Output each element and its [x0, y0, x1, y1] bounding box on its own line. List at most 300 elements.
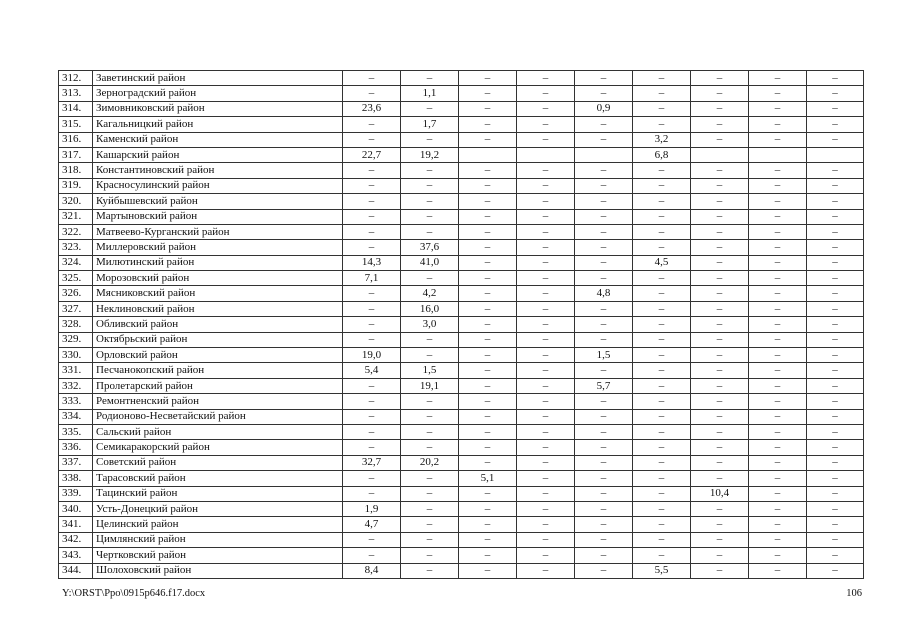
value-cell: –: [807, 117, 864, 132]
value-cell: –: [575, 317, 633, 332]
value-cell: –: [807, 563, 864, 578]
value-cell: –: [749, 424, 807, 439]
value-cell: –: [575, 132, 633, 147]
value-cell: –: [633, 101, 691, 116]
value-cell: –: [575, 440, 633, 455]
value-cell: –: [633, 178, 691, 193]
value-cell: –: [517, 532, 575, 547]
value-cell: 1,5: [575, 348, 633, 363]
value-cell: –: [749, 209, 807, 224]
value-cell: 20,2: [401, 455, 459, 470]
table-row: [59, 178, 864, 193]
value-cell: –: [401, 424, 459, 439]
value-cell: –: [459, 455, 517, 470]
value-cell: 4,2: [401, 286, 459, 301]
value-cell: –: [459, 501, 517, 516]
district-name: Мартыновский район: [93, 209, 343, 224]
value-cell: 1,1: [401, 86, 459, 101]
table-row: [59, 363, 864, 378]
value-cell: –: [633, 271, 691, 286]
value-cell: –: [807, 394, 864, 409]
value-cell: –: [691, 563, 749, 578]
value-cell: –: [459, 271, 517, 286]
value-cell: –: [807, 486, 864, 501]
value-cell: –: [749, 132, 807, 147]
value-cell: –: [401, 548, 459, 563]
value-cell: [575, 147, 633, 162]
value-cell: –: [517, 440, 575, 455]
district-name: Зимовниковский район: [93, 101, 343, 116]
table-row: [59, 440, 864, 455]
value-cell: –: [517, 224, 575, 239]
value-cell: –: [575, 563, 633, 578]
value-cell: –: [575, 394, 633, 409]
value-cell: –: [807, 286, 864, 301]
value-cell: –: [401, 271, 459, 286]
value-cell: –: [401, 532, 459, 547]
value-cell: –: [749, 501, 807, 516]
table-row: [59, 286, 864, 301]
value-cell: –: [749, 317, 807, 332]
district-name: Родионово-Несветайский район: [93, 409, 343, 424]
value-cell: –: [749, 548, 807, 563]
district-name: Ремонтненский район: [93, 394, 343, 409]
value-cell: 6,8: [633, 147, 691, 162]
value-cell: –: [575, 86, 633, 101]
value-cell: –: [691, 548, 749, 563]
row-number: 341.: [59, 517, 93, 532]
value-cell: –: [749, 117, 807, 132]
value-cell: –: [691, 363, 749, 378]
row-number: 327.: [59, 301, 93, 316]
value-cell: –: [691, 517, 749, 532]
value-cell: –: [517, 517, 575, 532]
row-number: 317.: [59, 147, 93, 162]
value-cell: –: [343, 486, 401, 501]
value-cell: [517, 147, 575, 162]
value-cell: –: [691, 455, 749, 470]
value-cell: 3,0: [401, 317, 459, 332]
value-cell: –: [517, 332, 575, 347]
value-cell: –: [633, 363, 691, 378]
value-cell: –: [633, 286, 691, 301]
value-cell: 22,7: [343, 147, 401, 162]
value-cell: –: [459, 286, 517, 301]
district-name: Миллеровский район: [93, 240, 343, 255]
value-cell: –: [691, 501, 749, 516]
value-cell: –: [517, 178, 575, 193]
table-row: [59, 455, 864, 470]
row-number: 322.: [59, 224, 93, 239]
value-cell: –: [343, 301, 401, 316]
value-cell: 1,5: [401, 363, 459, 378]
value-cell: –: [633, 348, 691, 363]
district-name: Тацинский район: [93, 486, 343, 501]
value-cell: –: [807, 409, 864, 424]
table-row: [59, 532, 864, 547]
value-cell: –: [749, 517, 807, 532]
value-cell: –: [633, 471, 691, 486]
value-cell: –: [343, 286, 401, 301]
district-name: Орловский район: [93, 348, 343, 363]
value-cell: –: [459, 194, 517, 209]
value-cell: –: [749, 563, 807, 578]
value-cell: –: [691, 286, 749, 301]
value-cell: –: [459, 101, 517, 116]
value-cell: –: [691, 71, 749, 86]
table-row: [59, 563, 864, 578]
value-cell: –: [691, 255, 749, 270]
value-cell: 3,2: [633, 132, 691, 147]
value-cell: 14,3: [343, 255, 401, 270]
value-cell: –: [517, 255, 575, 270]
value-cell: –: [749, 348, 807, 363]
value-cell: –: [807, 255, 864, 270]
value-cell: –: [343, 194, 401, 209]
value-cell: –: [575, 409, 633, 424]
value-cell: –: [807, 440, 864, 455]
value-cell: –: [517, 117, 575, 132]
district-name: Неклиновский район: [93, 301, 343, 316]
row-number: 326.: [59, 286, 93, 301]
value-cell: –: [343, 117, 401, 132]
district-name: Шолоховский район: [93, 563, 343, 578]
district-name: Матвеево-Курганский район: [93, 224, 343, 239]
value-cell: –: [459, 363, 517, 378]
value-cell: –: [459, 394, 517, 409]
value-cell: –: [459, 71, 517, 86]
value-cell: –: [459, 486, 517, 501]
value-cell: –: [343, 409, 401, 424]
value-cell: –: [575, 209, 633, 224]
value-cell: –: [691, 471, 749, 486]
value-cell: –: [807, 240, 864, 255]
table-row: [59, 209, 864, 224]
district-name: Октябрьский район: [93, 332, 343, 347]
value-cell: –: [633, 240, 691, 255]
value-cell: –: [401, 563, 459, 578]
value-cell: –: [343, 471, 401, 486]
row-number: 340.: [59, 501, 93, 516]
value-cell: –: [517, 301, 575, 316]
value-cell: –: [807, 532, 864, 547]
row-number: 330.: [59, 348, 93, 363]
value-cell: –: [401, 194, 459, 209]
value-cell: –: [691, 301, 749, 316]
value-cell: 5,7: [575, 378, 633, 393]
value-cell: –: [749, 332, 807, 347]
value-cell: –: [401, 440, 459, 455]
value-cell: –: [749, 394, 807, 409]
table-row: [59, 548, 864, 563]
page-number: 106: [846, 588, 862, 599]
table-row: [59, 147, 864, 162]
value-cell: –: [807, 471, 864, 486]
value-cell: –: [575, 363, 633, 378]
table-row: [59, 486, 864, 501]
value-cell: –: [749, 471, 807, 486]
row-number: 319.: [59, 178, 93, 193]
value-cell: –: [749, 486, 807, 501]
value-cell: –: [691, 209, 749, 224]
value-cell: –: [343, 548, 401, 563]
table-row: [59, 424, 864, 439]
value-cell: –: [575, 71, 633, 86]
value-cell: –: [517, 501, 575, 516]
value-cell: 1,9: [343, 501, 401, 516]
value-cell: –: [633, 378, 691, 393]
value-cell: –: [749, 301, 807, 316]
value-cell: –: [343, 424, 401, 439]
value-cell: –: [749, 194, 807, 209]
value-cell: –: [517, 240, 575, 255]
value-cell: –: [459, 117, 517, 132]
value-cell: –: [749, 455, 807, 470]
row-number: 336.: [59, 440, 93, 455]
table-body: [59, 71, 864, 579]
value-cell: –: [633, 163, 691, 178]
value-cell: –: [517, 163, 575, 178]
value-cell: –: [691, 240, 749, 255]
value-cell: –: [807, 363, 864, 378]
value-cell: –: [343, 240, 401, 255]
value-cell: –: [633, 440, 691, 455]
value-cell: –: [575, 532, 633, 547]
district-name: Морозовский район: [93, 271, 343, 286]
value-cell: –: [517, 378, 575, 393]
value-cell: –: [807, 424, 864, 439]
row-number: 333.: [59, 394, 93, 409]
value-cell: –: [517, 194, 575, 209]
value-cell: –: [459, 132, 517, 147]
value-cell: –: [749, 532, 807, 547]
district-name: Сальский район: [93, 424, 343, 439]
table-row: [59, 378, 864, 393]
table-row: [59, 163, 864, 178]
value-cell: –: [691, 132, 749, 147]
value-cell: –: [517, 471, 575, 486]
value-cell: –: [633, 71, 691, 86]
value-cell: –: [459, 209, 517, 224]
value-cell: –: [807, 194, 864, 209]
value-cell: –: [691, 86, 749, 101]
value-cell: –: [691, 194, 749, 209]
value-cell: –: [459, 563, 517, 578]
value-cell: –: [633, 409, 691, 424]
value-cell: –: [343, 317, 401, 332]
value-cell: –: [517, 409, 575, 424]
value-cell: –: [459, 532, 517, 547]
value-cell: –: [807, 224, 864, 239]
table-row: [59, 101, 864, 116]
value-cell: –: [517, 317, 575, 332]
district-name: Константиновский район: [93, 163, 343, 178]
value-cell: –: [459, 163, 517, 178]
district-name: Тарасовский район: [93, 471, 343, 486]
value-cell: –: [691, 532, 749, 547]
value-cell: –: [691, 224, 749, 239]
district-name: Песчанокопский район: [93, 363, 343, 378]
value-cell: –: [343, 532, 401, 547]
value-cell: –: [807, 378, 864, 393]
value-cell: –: [807, 301, 864, 316]
value-cell: –: [459, 440, 517, 455]
value-cell: –: [633, 501, 691, 516]
value-cell: 5,5: [633, 563, 691, 578]
value-cell: –: [749, 255, 807, 270]
value-cell: –: [633, 224, 691, 239]
value-cell: –: [807, 132, 864, 147]
value-cell: –: [575, 486, 633, 501]
value-cell: –: [401, 486, 459, 501]
value-cell: –: [575, 271, 633, 286]
value-cell: –: [633, 532, 691, 547]
value-cell: [691, 147, 749, 162]
row-number: 324.: [59, 255, 93, 270]
value-cell: –: [633, 301, 691, 316]
value-cell: –: [517, 86, 575, 101]
value-cell: 5,1: [459, 471, 517, 486]
value-cell: 41,0: [401, 255, 459, 270]
value-cell: –: [343, 332, 401, 347]
value-cell: 37,6: [401, 240, 459, 255]
value-cell: –: [517, 548, 575, 563]
value-cell: –: [633, 548, 691, 563]
value-cell: 32,7: [343, 455, 401, 470]
value-cell: [807, 147, 864, 162]
district-name: Цимлянский район: [93, 532, 343, 547]
district-name: Усть-Донецкий район: [93, 501, 343, 516]
value-cell: –: [749, 71, 807, 86]
value-cell: –: [517, 455, 575, 470]
value-cell: –: [691, 440, 749, 455]
row-number: 323.: [59, 240, 93, 255]
district-name: Зерноградский район: [93, 86, 343, 101]
value-cell: –: [749, 178, 807, 193]
value-cell: –: [575, 163, 633, 178]
value-cell: –: [633, 517, 691, 532]
row-number: 337.: [59, 455, 93, 470]
value-cell: –: [691, 317, 749, 332]
table-row: [59, 117, 864, 132]
value-cell: –: [807, 348, 864, 363]
value-cell: –: [401, 209, 459, 224]
value-cell: [749, 147, 807, 162]
row-number: 314.: [59, 101, 93, 116]
table-row: [59, 132, 864, 147]
district-data-table: [58, 70, 864, 579]
value-cell: –: [633, 455, 691, 470]
row-number: 325.: [59, 271, 93, 286]
value-cell: 19,0: [343, 348, 401, 363]
value-cell: –: [575, 501, 633, 516]
row-number: 331.: [59, 363, 93, 378]
row-number: 328.: [59, 317, 93, 332]
table-row: [59, 409, 864, 424]
table-row: [59, 86, 864, 101]
value-cell: 10,4: [691, 486, 749, 501]
row-number: 338.: [59, 471, 93, 486]
value-cell: –: [691, 409, 749, 424]
value-cell: –: [459, 224, 517, 239]
value-cell: –: [517, 394, 575, 409]
value-cell: –: [343, 224, 401, 239]
value-cell: –: [343, 394, 401, 409]
table-row: [59, 194, 864, 209]
value-cell: –: [633, 194, 691, 209]
table-row: [59, 71, 864, 86]
row-number: 335.: [59, 424, 93, 439]
value-cell: –: [691, 163, 749, 178]
value-cell: –: [459, 240, 517, 255]
district-name: Мясниковский район: [93, 286, 343, 301]
value-cell: –: [343, 71, 401, 86]
value-cell: –: [807, 178, 864, 193]
value-cell: –: [401, 517, 459, 532]
value-cell: –: [575, 194, 633, 209]
value-cell: –: [575, 117, 633, 132]
row-number: 334.: [59, 409, 93, 424]
value-cell: –: [691, 332, 749, 347]
value-cell: –: [807, 271, 864, 286]
value-cell: 7,1: [343, 271, 401, 286]
value-cell: –: [343, 440, 401, 455]
value-cell: –: [401, 71, 459, 86]
district-name: Милютинский район: [93, 255, 343, 270]
table-row: [59, 517, 864, 532]
value-cell: –: [401, 471, 459, 486]
value-cell: 4,7: [343, 517, 401, 532]
value-cell: –: [807, 517, 864, 532]
value-cell: 4,8: [575, 286, 633, 301]
row-number: 329.: [59, 332, 93, 347]
value-cell: 16,0: [401, 301, 459, 316]
value-cell: –: [691, 394, 749, 409]
district-name: Пролетарский район: [93, 378, 343, 393]
value-cell: –: [749, 440, 807, 455]
row-number: 320.: [59, 194, 93, 209]
value-cell: –: [401, 101, 459, 116]
district-name: Целинский район: [93, 517, 343, 532]
value-cell: 19,2: [401, 147, 459, 162]
value-cell: –: [401, 224, 459, 239]
value-cell: –: [401, 394, 459, 409]
value-cell: –: [343, 209, 401, 224]
value-cell: –: [401, 348, 459, 363]
value-cell: –: [459, 317, 517, 332]
value-cell: –: [691, 101, 749, 116]
district-name: Кашарский район: [93, 147, 343, 162]
district-name: Кагальницкий район: [93, 117, 343, 132]
value-cell: –: [807, 548, 864, 563]
value-cell: –: [517, 71, 575, 86]
value-cell: 19,1: [401, 378, 459, 393]
value-cell: –: [459, 424, 517, 439]
value-cell: –: [401, 501, 459, 516]
value-cell: –: [749, 363, 807, 378]
district-name: Каменский район: [93, 132, 343, 147]
value-cell: 1,7: [401, 117, 459, 132]
value-cell: –: [575, 255, 633, 270]
row-number: 315.: [59, 117, 93, 132]
value-cell: –: [459, 348, 517, 363]
table-row: [59, 501, 864, 516]
value-cell: –: [343, 132, 401, 147]
row-number: 316.: [59, 132, 93, 147]
row-number: 318.: [59, 163, 93, 178]
value-cell: –: [633, 209, 691, 224]
value-cell: –: [807, 332, 864, 347]
